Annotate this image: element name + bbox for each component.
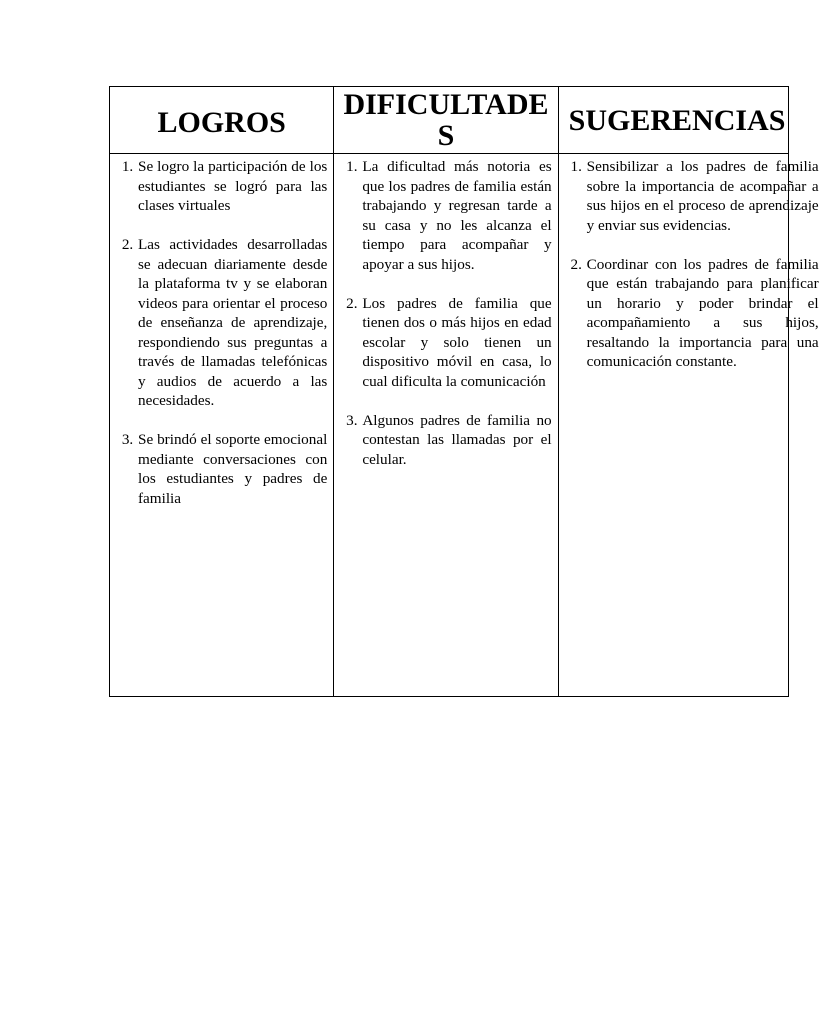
list-item: 3. Algunos padres de familia no contestan las llamadas por el celular. [361,411,551,470]
header-dificultades-label: DIFICULTADES [343,88,549,152]
dificultades-cell [334,154,558,697]
list-item: 2. Los padres de familia que tienen dos o más hijos en edad escolar y solo tienen un dispositivo móvil en casa, lo cual dificulta la comunicación [361,294,551,392]
header-sugerencias [558,87,788,154]
header-dificultades [334,87,558,154]
logros-cell [110,154,334,697]
report-table [109,86,819,697]
header-logros [110,87,334,154]
dificultades-list [334,154,557,469]
list-item: 2. Las actividades desarrolladas se adecuan diariamente desde la plataforma tv y se elaboran videos para orientar el proceso de enseñanza de aprendizaje, respondiendo sus preguntas a través de llamadas telefónicas y audios de acuerdo a las necesidades. [137,235,327,411]
content-row [110,154,789,697]
logros-list [110,154,333,508]
list-item: 1. Se logro la participación de los estudiantes se logró para las clases virtuales [137,157,327,216]
header-logros-label: LOGROS [157,105,286,139]
header-sugerencias-label: SUGERENCIAS [568,103,786,137]
sugerencias-cell [558,154,819,697]
sugerencias-list [559,154,819,372]
list-item: 2. Coordinar con los padres de familia que están trabajando para planificar un horario y poder brindar el acompañamiento a sus hijos, resaltando la importancia para una comunicación constante. [586,255,819,372]
list-item: 1. Sensibilizar a los padres de familia sobre la importancia de acompañar a sus hijos en el proceso de aprendizaje y enviar sus evidencias. [586,157,819,235]
list-item: 3. Se brindó el soporte emocional mediante conversaciones con los estudiantes y padres de familia [137,430,327,508]
header-row [110,87,789,154]
list-item: 1. La dificultad más notoria es que los padres de familia están trabajando y regresan tarde a su casa y no les alcanza el tiempo para acompañar y apoyar a sus hijos. [361,157,551,274]
